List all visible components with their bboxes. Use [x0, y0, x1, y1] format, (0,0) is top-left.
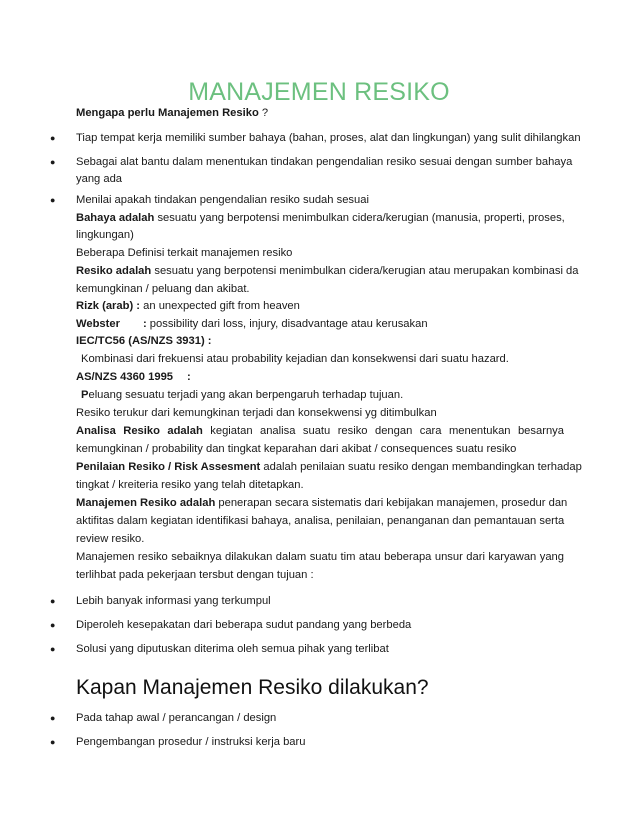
- asnzs-colon: :: [187, 371, 191, 383]
- iec-term-text: IEC/TC56 (AS/NZS 3931) :: [76, 335, 212, 347]
- asnzs-first-letter: P: [81, 389, 89, 401]
- document-title: MANAJEMEN RESIKO: [188, 78, 450, 106]
- manajemen-line3: review resiko.: [76, 533, 145, 545]
- bullet1-item-2-line1: Sebagai alat bantu dalam menentukan tindakan pengendalian resiko sesuai dengan sumber bahaya: [76, 156, 573, 168]
- intro-suffix: ?: [258, 107, 269, 119]
- bullet1-item-1: Tiap tempat kerja memiliki sumber bahaya (bahan, proses, alat dan lingkungan) yang sulit dihilangkan: [76, 132, 581, 144]
- bullet-icon: ●: [50, 596, 56, 606]
- intro-label: Mengapa perlu Manajemen Resiko: [76, 107, 259, 119]
- bullet2-item-3: Solusi yang diputuskan diterima oleh semua pihak yang terlibat: [76, 643, 389, 655]
- asnzs-term-line: [76, 370, 564, 384]
- manajemen-line1: [76, 496, 568, 510]
- asnzs-text: [81, 388, 569, 402]
- asnzs-line2: Resiko terukur dari kemungkinan terjadi dan konsekwensi yg ditimbulkan: [76, 407, 437, 419]
- beberapa-definisi: Beberapa Definisi terkait manajemen resiko: [76, 247, 293, 259]
- analisa-line1: [76, 424, 564, 438]
- bullet3-item-1: Pada tahap awal / perancangan / design: [76, 712, 277, 724]
- bullet-icon: ●: [50, 157, 56, 167]
- bahaya-text: sesuatu yang berpotensi menimbulkan cidera/kerugian (manusia, properti, proses,: [154, 212, 565, 224]
- analisa-line2: kemungkinan / probability dan tingkat keparahan dari akibat / consequences suatu resiko: [76, 443, 517, 455]
- penilaian-text: adalah penilaian suatu resiko dengan membandingkan terhadap: [260, 461, 582, 473]
- manajemen-line2: aktifitas dalam kegiatan identifikasi bahaya, analisa, penilaian, penanganan dan pemantauan serta: [76, 515, 565, 527]
- bullet2-item-2: Diperoleh kesepakatan dari beberapa sudut pandang yang berbeda: [76, 619, 412, 631]
- manajemen-text: penerapan secara sistematis dari kebijakan manajemen, prosedur dan: [215, 497, 568, 509]
- penilaian-line2: tingkat / kreiteria resiko yang telah ditetapkan.: [76, 479, 304, 491]
- asnzs-term: AS/NZS 4360 1995: [76, 371, 174, 383]
- section-heading: Kapan Manajemen Resiko dilakukan?: [76, 676, 429, 699]
- analisa-text: kegiatan analisa suatu resiko dengan cara menentukan besarnya: [202, 425, 564, 437]
- bullet-icon: ●: [50, 713, 56, 723]
- bahaya-term: Bahaya adalah: [76, 212, 155, 224]
- iec-term: [76, 334, 564, 348]
- bullet3-item-2: Pengembangan prosedur / instruksi kerja baru: [76, 736, 306, 748]
- manajemen-term: Manajemen Resiko adalah: [76, 497, 216, 509]
- bahaya-line2: lingkungan): [76, 229, 134, 241]
- webster-text: possibility dari loss, injury, disadvantage atau kerusakan: [146, 318, 428, 330]
- penilaian-term: Penilaian Resiko / Risk Assesment: [76, 461, 261, 473]
- penilaian-line1: [76, 460, 582, 474]
- bullet-icon: ●: [50, 737, 56, 747]
- sebaiknya-line1: Manajemen resiko sebaiknya dilakukan dalam suatu tim atau beberapa unsur dari karyawan yang: [76, 551, 564, 563]
- asnzs-rest: eluang sesuatu terjadi yang akan berpengaruh terhadap tujuan.: [88, 389, 404, 401]
- resiko-line2: kemungkinan / peluang dan akibat.: [76, 283, 250, 295]
- resiko-term: Resiko adalah: [76, 265, 152, 277]
- resiko-line1: [76, 264, 579, 278]
- bullet2-item-1: Lebih banyak informasi yang terkumpul: [76, 595, 271, 607]
- bullet1-item-3: Menilai apakah tindakan pengendalian resiko sudah sesuai: [76, 194, 369, 206]
- intro-line: [76, 106, 564, 120]
- webster-colon: :: [142, 318, 147, 330]
- bullet1-item-2-line2: yang ada: [76, 173, 123, 185]
- bullet-icon: ●: [50, 620, 56, 630]
- webster-line: [76, 317, 564, 331]
- bahaya-line1: [76, 211, 564, 225]
- bullet-icon: ●: [50, 133, 56, 143]
- sebaiknya-line2: terlihbat pada pekerjaan tersbut dengan tujuan :: [76, 569, 314, 581]
- resiko-text: sesuatu yang berpotensi menimbulkan cidera/kerugian atau merupakan kombinasi da: [151, 265, 579, 277]
- rizk-term: Rizk (arab) :: [76, 300, 141, 312]
- iec-text: Kombinasi dari frekuensi atau probability kejadian dan konsekwensi dari suatu hazard.: [81, 353, 509, 365]
- webster-term: Webster: [76, 318, 120, 330]
- rizk-line: [76, 299, 564, 313]
- rizk-text: an unexpected gift from heaven: [140, 300, 300, 312]
- bullet-icon: ●: [50, 644, 56, 654]
- bullet-icon: ●: [50, 195, 56, 205]
- analisa-term: Analisa Resiko adalah: [76, 425, 203, 437]
